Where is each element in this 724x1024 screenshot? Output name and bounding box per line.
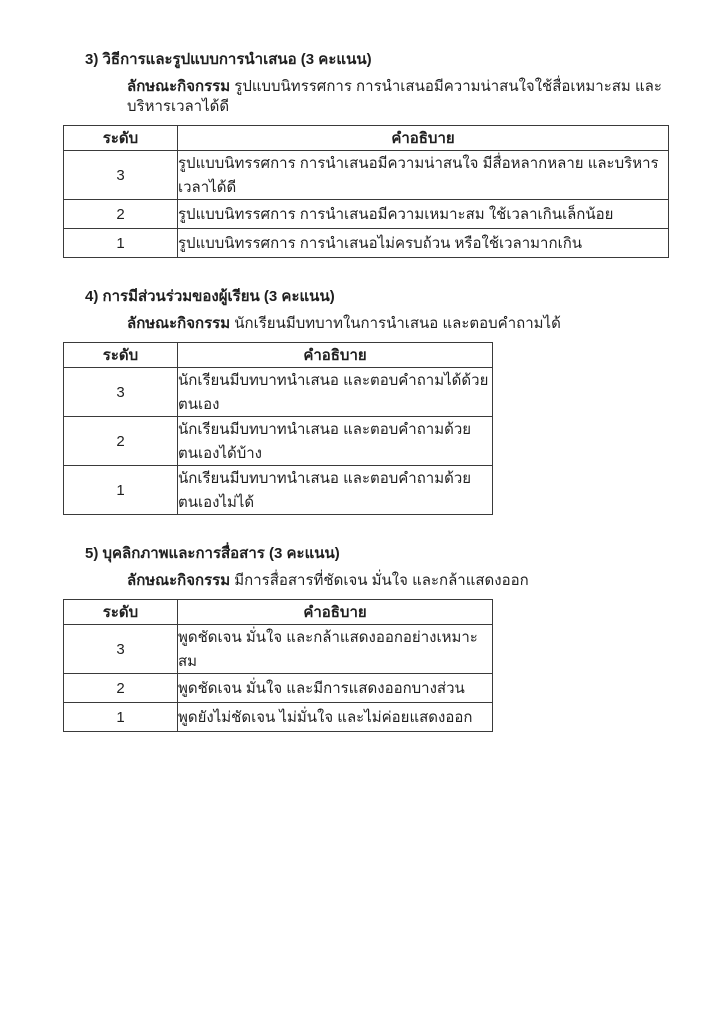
table-row (64, 625, 493, 674)
activity-description: นักเรียนมีบทบาทในการนำเสนอ และตอบคำถามได้ (234, 315, 561, 332)
table-row (64, 466, 493, 515)
table-header-row (64, 343, 493, 368)
rubric-section-3 (63, 50, 684, 258)
rubric-table (63, 599, 493, 732)
table-row (64, 151, 669, 200)
description-cell: รูปแบบนิทรรศการ การนำเสนอมีความเหมาะสม ใช้เวลาเกินเล็กน้อย (178, 200, 669, 229)
column-header-description: คำอธิบาย (178, 126, 669, 151)
table-row (64, 368, 493, 417)
rubric-table (63, 125, 669, 258)
level-cell: 3 (64, 368, 178, 417)
column-header-level: ระดับ (64, 600, 178, 625)
level-cell: 1 (64, 703, 178, 732)
description-cell: พูดชัดเจน มั่นใจ และมีการแสดงออกบางส่วน (178, 674, 493, 703)
table-row (64, 703, 493, 732)
level-cell: 2 (64, 417, 178, 466)
activity-description: มีการสื่อสารที่ชัดเจน มั่นใจ และกล้าแสดงออก (234, 572, 529, 589)
activity-label: ลักษณะกิจกรรม (127, 78, 231, 95)
activity-label: ลักษณะกิจกรรม (127, 315, 231, 332)
description-cell: พูดชัดเจน มั่นใจ และกล้าแสดงออกอย่างเหมาะสม (178, 625, 493, 674)
column-header-description: คำอธิบาย (178, 343, 493, 368)
description-cell: รูปแบบนิทรรศการ การนำเสนอมีความน่าสนใจ มีสื่อหลากหลาย และบริหารเวลาได้ดี (178, 151, 669, 200)
level-cell: 2 (64, 674, 178, 703)
activity-label: ลักษณะกิจกรรม (127, 572, 231, 589)
table-row (64, 229, 669, 258)
activity-line (127, 77, 684, 117)
rubric-table (63, 342, 493, 515)
table-row (64, 674, 493, 703)
level-cell: 1 (64, 229, 178, 258)
column-header-description: คำอธิบาย (178, 600, 493, 625)
column-header-level: ระดับ (64, 126, 178, 151)
table-header-row (64, 600, 493, 625)
section-heading: 4) การมีส่วนร่วมของผู้เรียน (3 คะแนน) (85, 288, 335, 305)
level-cell: 2 (64, 200, 178, 229)
rubric-section-4 (63, 287, 684, 515)
level-cell: 1 (64, 466, 178, 515)
description-cell: รูปแบบนิทรรศการ การนำเสนอไม่ครบถ้วน หรือใช้เวลามากเกิน (178, 229, 669, 258)
column-header-level: ระดับ (64, 343, 178, 368)
description-cell: นักเรียนมีบทบาทนำเสนอ และตอบคำถามด้วยตนเองไม่ได้ (178, 466, 493, 515)
activity-line (127, 571, 684, 591)
rubric-section-5 (63, 544, 684, 732)
table-header-row (64, 126, 669, 151)
table-row (64, 417, 493, 466)
activity-line (127, 314, 684, 334)
level-cell: 3 (64, 625, 178, 674)
section-heading: 5) บุคลิกภาพและการสื่อสาร (3 คะแนน) (85, 545, 340, 562)
description-cell: นักเรียนมีบทบาทนำเสนอ และตอบคำถามด้วยตนเองได้บ้าง (178, 417, 493, 466)
description-cell: นักเรียนมีบทบาทนำเสนอ และตอบคำถามได้ด้วยตนเอง (178, 368, 493, 417)
activity-description: รูปแบบนิทรรศการ การนำเสนอมีความน่าสนใจใช้สื่อเหมาะสม และบริหารเวลาได้ดี (127, 78, 662, 115)
level-cell: 3 (64, 151, 178, 200)
section-heading: 3) วิธีการและรูปแบบการนำเสนอ (3 คะแนน) (85, 51, 372, 68)
table-row (64, 200, 669, 229)
description-cell: พูดยังไม่ชัดเจน ไม่มั่นใจ และไม่ค่อยแสดงออก (178, 703, 493, 732)
